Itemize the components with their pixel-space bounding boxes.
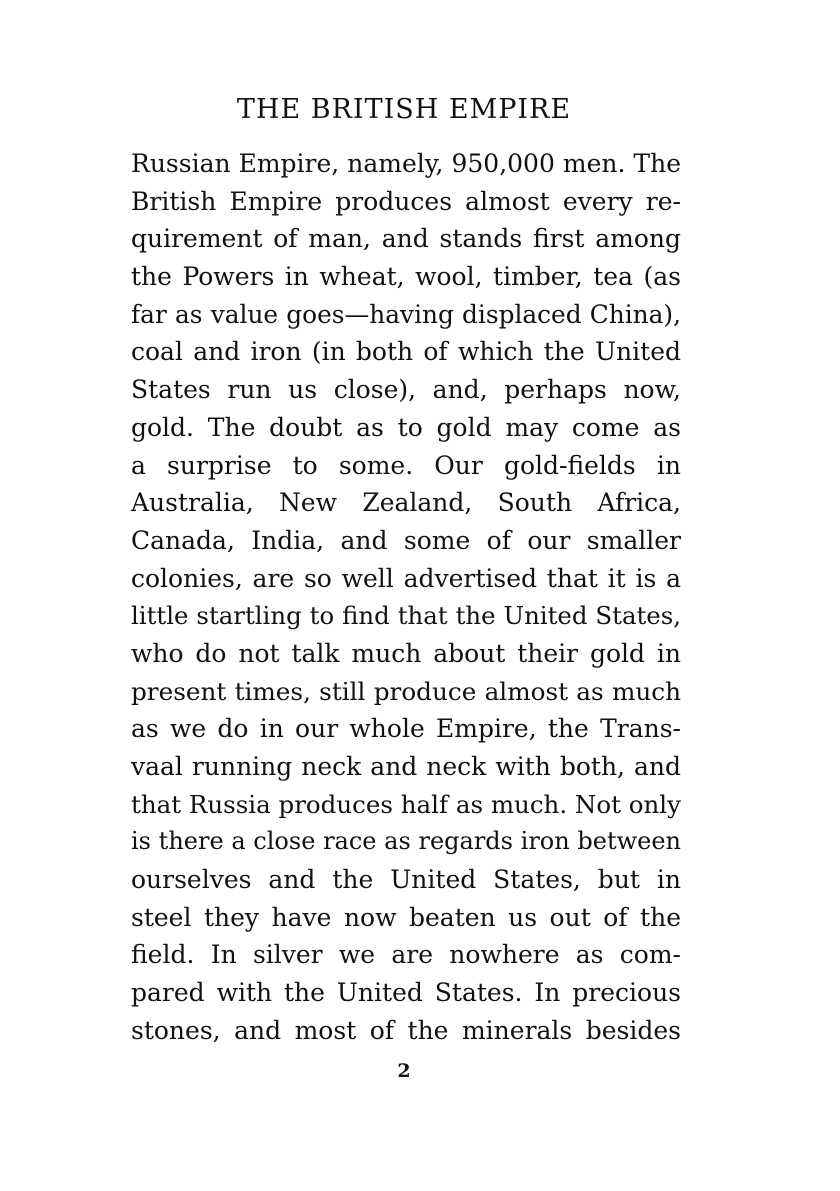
- text-line: stones, and most of the minerals besides: [131, 1015, 681, 1045]
- text-line: Russian Empire, namely, 950,000 men. The: [131, 149, 681, 178]
- text-line: States run us close), and, perhaps now,: [131, 375, 681, 405]
- text-line: colonies, are so well advertised that it is a: [131, 563, 681, 593]
- text-line: coal and iron (in both of which the United: [131, 337, 681, 367]
- text-line: gold. The doubt as to gold may come as: [131, 412, 681, 442]
- text-line: steel they have now beaten us out of the: [131, 902, 681, 932]
- text-line: a surprise to some. Our gold-fields in: [131, 450, 681, 480]
- text-line: little startling to find that the United States,: [131, 601, 681, 631]
- text-line: field. In silver we are nowhere as com-: [131, 940, 681, 970]
- text-line: vaal running neck and neck with both, and: [131, 752, 681, 781]
- text-line: as we do in our whole Empire, the Trans-: [131, 714, 681, 744]
- body-text: [131, 145, 681, 1050]
- text-line: that Russia produces half as much. Not only: [131, 789, 681, 819]
- text-line: who do not talk much about their gold in: [131, 638, 681, 668]
- text-line: Canada, India, and some of our smaller: [131, 525, 681, 555]
- running-head: THE BRITISH EMPIRE: [236, 94, 572, 125]
- text-line: present times, still produce almost as much: [131, 676, 681, 706]
- text-line: pared with the United States. In precious: [131, 978, 681, 1008]
- page-number: 2: [397, 1060, 411, 1082]
- text-line: quirement of man, and stands first among: [131, 224, 681, 254]
- text-line: Australia, New Zealand, South Africa,: [131, 488, 681, 518]
- text-line: ourselves and the United States, but in: [131, 865, 681, 895]
- text-line: the Powers in wheat, wool, timber, tea (as: [131, 262, 681, 292]
- text-line: is there a close race as regards iron between: [131, 827, 681, 856]
- text-line: British Empire produces almost every re-: [131, 186, 681, 216]
- text-line: far as value goes—having displaced China),: [131, 299, 681, 329]
